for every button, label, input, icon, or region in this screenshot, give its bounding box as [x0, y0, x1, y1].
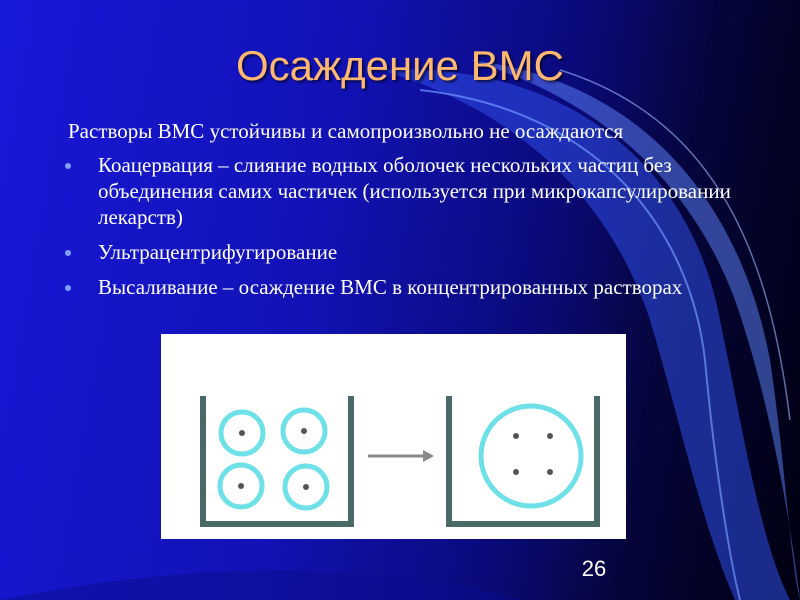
particle-group-left [220, 410, 327, 508]
particle-dot [238, 483, 244, 489]
particle-dot [547, 469, 553, 475]
arrow-right-icon [368, 450, 434, 462]
bullet-text: Ультрацентрифугирование [98, 240, 338, 264]
particle-dot [513, 469, 519, 475]
bullet-dot-icon [65, 250, 71, 256]
particle-dot [301, 428, 307, 434]
intro-text: Растворы ВМС устойчивы и самопроизвольно не осаждаются [68, 119, 624, 143]
bullet-item [68, 274, 748, 300]
coacervation-figure [161, 334, 626, 539]
particle-dot [547, 433, 553, 439]
bullet-item [68, 152, 748, 230]
bullet-text: Коацервация – слияние водных оболочек нескольких частиц без объединения самих частичек (используется при микрокапсулировании лекарств) [98, 153, 731, 229]
particle-dot [513, 433, 519, 439]
slide-body [68, 118, 748, 309]
slide-title: Осаждение ВМС [235, 42, 564, 89]
merged-water-shell [481, 406, 581, 506]
bullet-item [68, 239, 748, 265]
bullet-text: Высаливание – осаждение ВМС в концентрированных растворах [98, 275, 683, 299]
bullet-dot-icon [65, 285, 71, 291]
page-number: 26 [581, 556, 607, 581]
particle-dot [303, 484, 309, 490]
coacervation-diagram [161, 334, 626, 539]
bullet-dot-icon [65, 163, 71, 169]
particle-dot [239, 430, 245, 436]
coacervate-right [481, 406, 581, 506]
bullet-list [68, 152, 748, 300]
beaker-icon [203, 396, 351, 524]
